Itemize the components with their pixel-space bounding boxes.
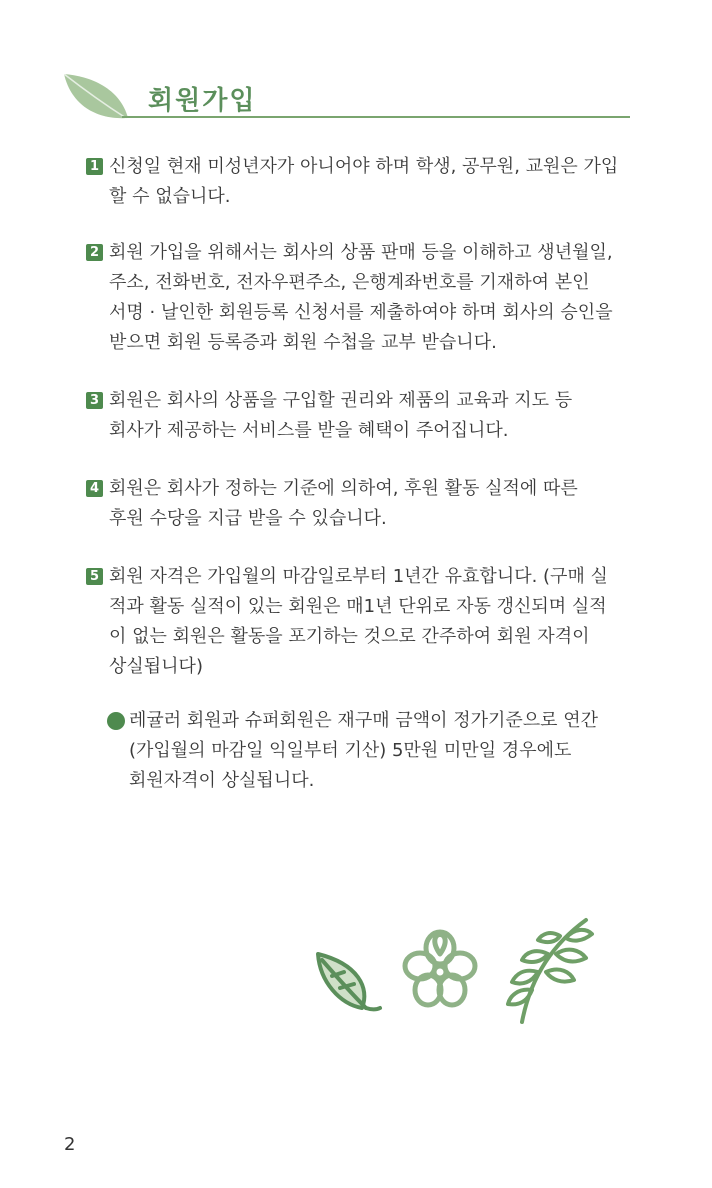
text-line: 상실됩니다): [109, 656, 203, 677]
leaf-icon: [318, 954, 380, 1010]
section-header: [60, 68, 630, 124]
item-number: 2: [86, 244, 103, 261]
item-number: 3: [86, 392, 103, 409]
item-number: 4: [86, 480, 103, 497]
text-line: 레귤러 회원과 슈퍼회원은 재구매 금액이 정가기준으로 연간: [129, 710, 599, 731]
branch-icon: [508, 920, 592, 1022]
text-line: 회원 자격은 가입월의 마감일로부터 1년간 유효합니다. (구매 실: [109, 566, 608, 587]
item-text: [86, 152, 632, 212]
text-line: 주소, 전화번호, 전자우편주소, 은행계좌번호를 기재하여 본인: [109, 272, 590, 293]
text-line: 받으면 회원 등록증과 회원 수첩을 교부 받습니다.: [109, 332, 497, 353]
text-line: (가입월의 마감일 익일부터 기산) 5만원 미만일 경우에도: [129, 740, 572, 761]
page-number: 2: [64, 1134, 76, 1155]
item-text: [86, 562, 632, 682]
text-line: 이 없는 회원은 활동을 포기하는 것으로 간주하여 회원 자격이: [109, 626, 590, 647]
item-number: 5: [86, 568, 103, 585]
bullet-icon: [107, 712, 125, 730]
text-line: 후원 수당을 지급 받을 수 있습니다.: [109, 508, 387, 529]
item-number: 1: [86, 158, 103, 175]
list-item: [86, 238, 632, 358]
item-text: [86, 386, 632, 446]
text-line: 회원은 회사가 정하는 기준에 의하여, 후원 활동 실적에 따른: [109, 478, 578, 499]
text-line: 적과 활동 실적이 있는 회원은 매1년 단위로 자동 갱신되며 실적: [109, 596, 607, 617]
text-line: 회원 가입을 위해서는 회사의 상품 판매 등을 이해하고 생년월일,: [109, 242, 613, 263]
item-text: [86, 238, 632, 358]
item-text: [86, 474, 632, 534]
note-item: [107, 706, 632, 796]
text-line: 회원자격이 상실됩니다.: [129, 770, 315, 791]
list-item: [86, 152, 632, 212]
text-line: 신청일 현재 미성년자가 아니어야 하며 학생, 공무원, 교원은 가입: [109, 156, 619, 177]
title-underline: [122, 116, 630, 118]
decoration-illustrations: [310, 910, 610, 1030]
flower-icon: [405, 932, 475, 1005]
list-item: [86, 562, 632, 682]
text-line: 회사가 제공하는 서비스를 받을 혜택이 주어집니다.: [109, 420, 509, 441]
text-line: 할 수 없습니다.: [109, 186, 231, 207]
list-item: [86, 474, 632, 534]
text-line: 서명 · 날인한 회원등록 신청서를 제출하여야 하며 회사의 승인을: [109, 302, 613, 323]
text-line: 회원은 회사의 상품을 구입할 권리와 제품의 교육과 지도 등: [109, 390, 573, 411]
page-title: 회원가입: [148, 86, 257, 116]
note-text: [107, 706, 632, 796]
list-item: [86, 386, 632, 446]
